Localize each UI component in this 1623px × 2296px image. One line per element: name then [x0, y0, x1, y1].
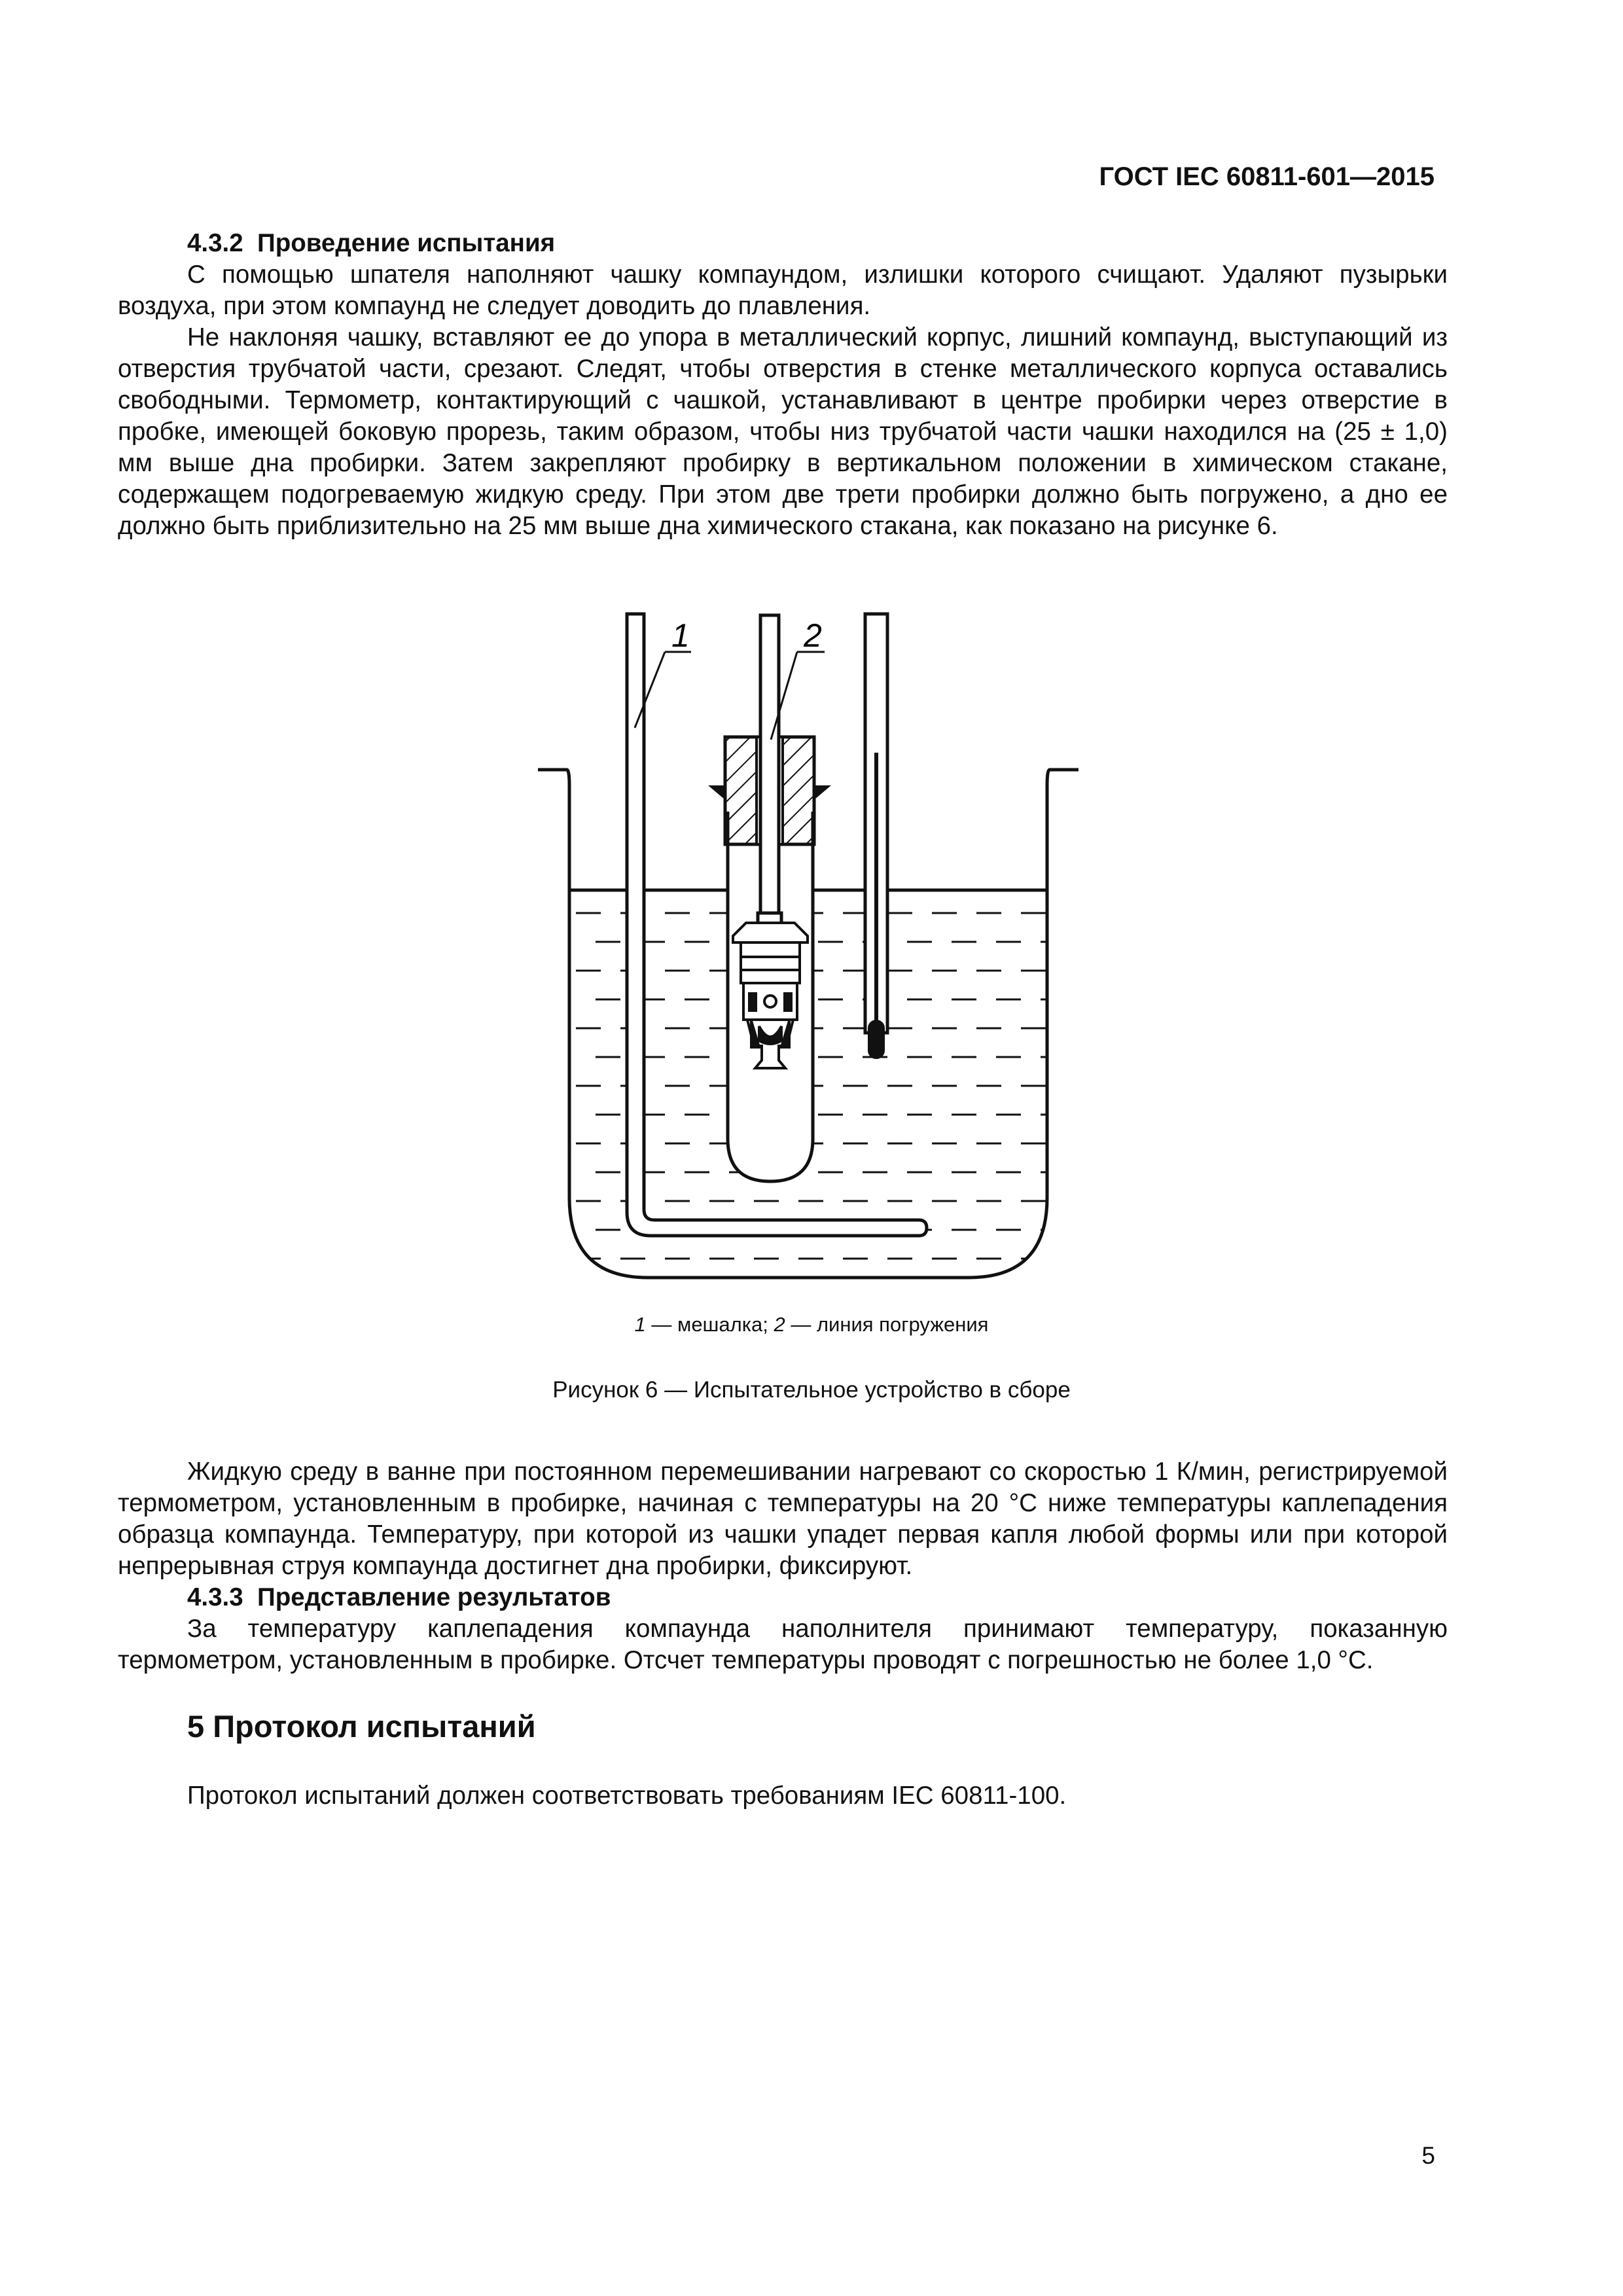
legend-number-1: 1	[634, 1313, 646, 1336]
section-number: 4.3.3	[187, 1583, 243, 1611]
tube-thermometer	[758, 615, 781, 924]
document-code-header: ГОСТ IEC 60811-601—2015	[1099, 162, 1435, 191]
label-2: 2	[804, 617, 822, 654]
section-5-body	[118, 1780, 1448, 1812]
section-title: Проведение испытания	[257, 229, 556, 257]
paragraph-heating: Жидкую среду в ванне при постоянном перемешивании нагревают со скоростью 1 К/мин, регистрируемой термометром, установленным в пробирке, начиная с температуры на 20 °С ниже температуры каплепадения образца компаунда. Температуру, при которой из чашки упадет первая капля любой формы или при которой непрерывная струя компаунда достигнет дна пробирки, фиксируют.	[118, 1458, 1448, 1580]
figure-caption: Рисунок 6 — Испытательное устройство в сборе	[552, 1377, 1071, 1403]
after-figure-block	[118, 1456, 1448, 1676]
paragraph-protocol: Протокол испытаний должен соответствовать требованиям IEC 60811-100.	[187, 1782, 1067, 1810]
paragraph-fill-cup: С помощью шпателя наполняют чашку компаундом, излишки которого счищают. Удаляют пузырьки воздуха, при этом компаунд не следует доводить до плавления.	[118, 260, 1448, 320]
label-1: 1	[671, 617, 690, 654]
figure-legend	[0, 1313, 1623, 1336]
section-title: Представление результатов	[257, 1583, 611, 1611]
page-number: 5	[1421, 2142, 1435, 2169]
figure-labels	[635, 652, 825, 740]
legend-text-1: — мешалка;	[645, 1313, 774, 1336]
section-4-3-3-heading	[118, 1582, 1448, 1613]
legend-number-2: 2	[774, 1313, 785, 1336]
section-5-heading: 5 Протокол испытаний	[187, 1709, 536, 1744]
paragraph-results: За температуру каплепадения компаунда наполнителя принимают температуру, показанную термометром, установленным в пробирке. Отсчет температуры проводят с погрешностью не более 1,0 °С.	[118, 1615, 1448, 1674]
bath-thermometer	[865, 614, 887, 1058]
legend-text-2: — линия погружения	[785, 1313, 989, 1336]
paragraph-insert-cup: Не наклоняя чашку, вставляют ее до упора в металлический корпус, лишний компаунд, выступающий из отверстия трубчатой части, срезают. Следят, чтобы отверстия в стенке металлического корпуса оставались свободными. Термометр, контактирующий с чашкой, устанавливают в центре пробирки через отверстие в пробке, имеющей боковую прорезь, таким образом, чтобы низ трубчатой части чашки находился на (25 ± 1,0) мм выше дна пробирки. Затем закрепляют пробирку в вертикальном положении в химическом стакане, содержащем подогреваемую жидкую среду. При этом две трети пробирки должно быть погружено, а дно ее должно быть приблизительно на 25 мм выше дна химического стакана, как показано на рисунке 6.	[118, 323, 1448, 540]
section-number: 4.3.2	[187, 229, 243, 257]
